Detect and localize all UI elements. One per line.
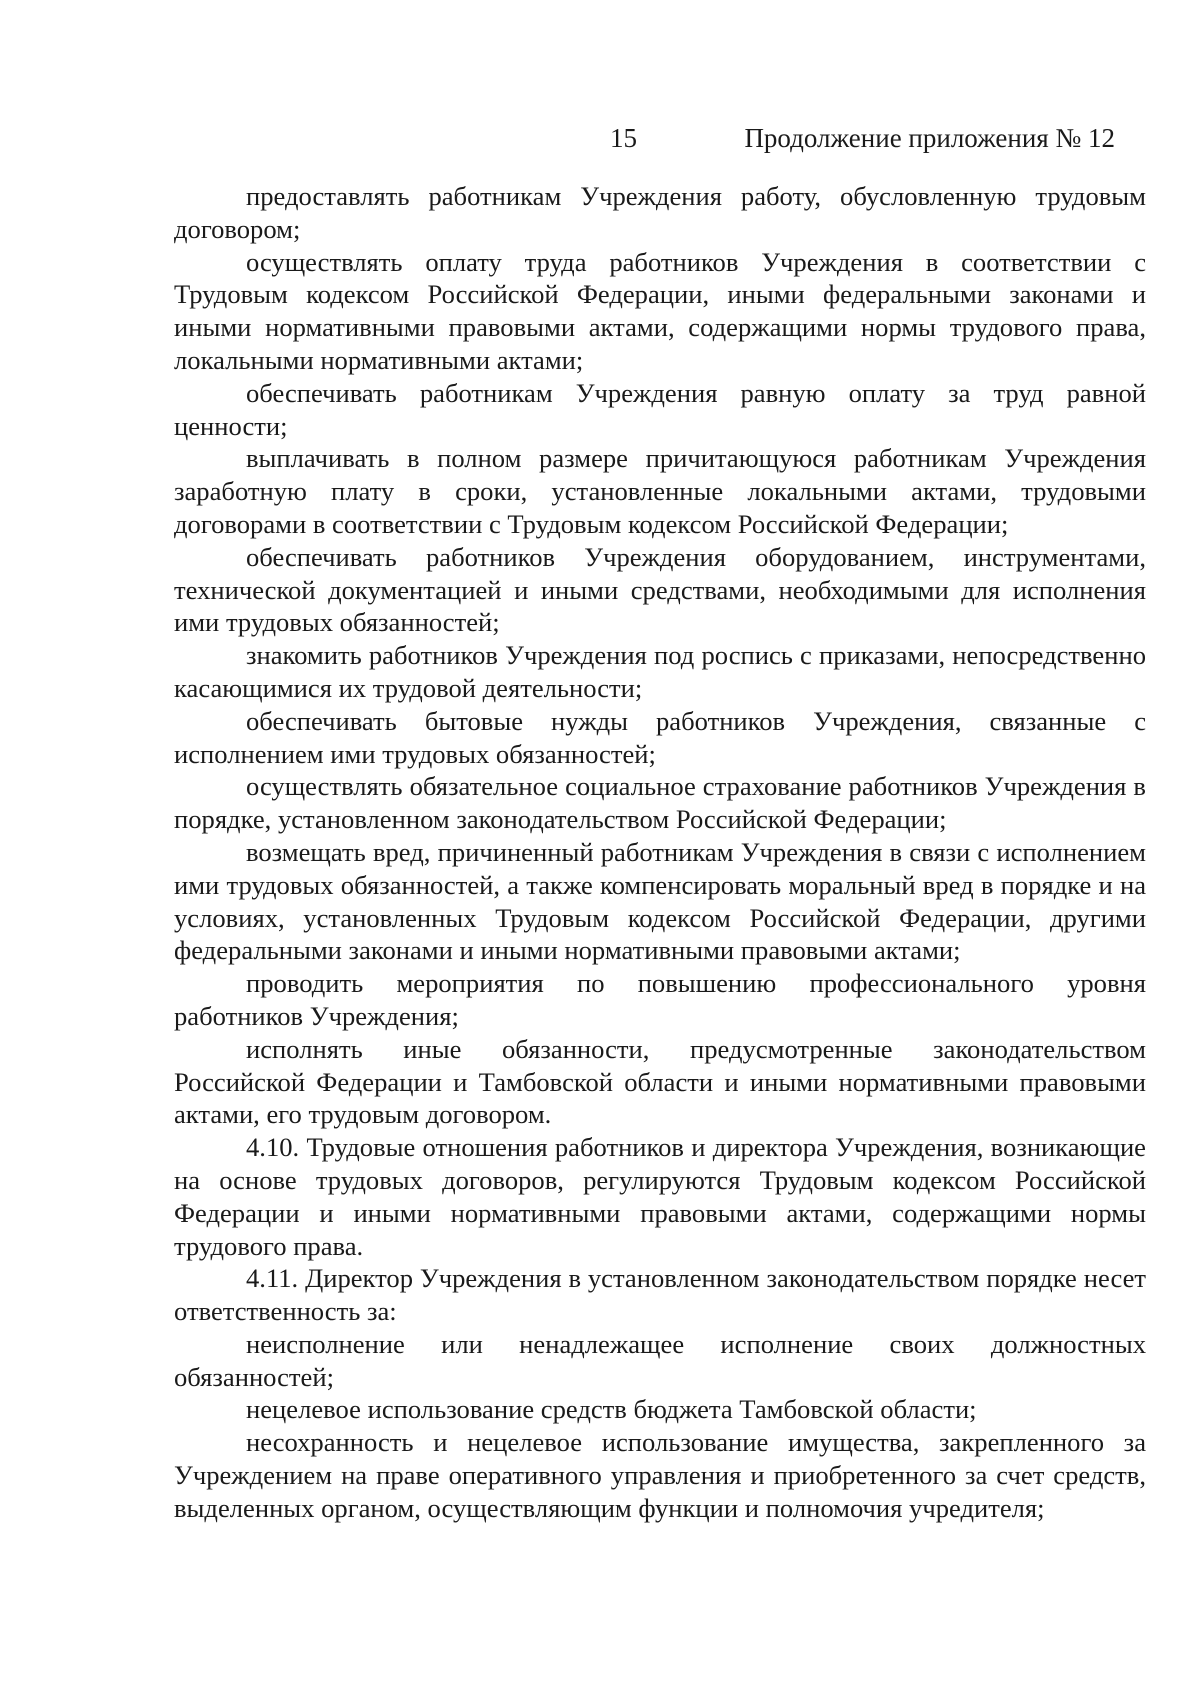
paragraph: выплачивать в полном размере причитающуюся работникам Учреждения заработную плату в сроки, установленные локальными актами, трудовыми договорами в соответствии с Трудовым кодексом Российской Федерации; [174,443,1146,539]
paragraph: обеспечивать бытовые нужды работников Учреждения, связанные с исполнением ими трудовых обязанностей; [174,705,1146,769]
paragraph: обеспечивать работникам Учреждения равную оплату за труд равной ценности; [174,377,1146,441]
page-number: 15 [610,123,637,153]
header-title: Продолжение приложения № 12 [744,123,1115,153]
paragraph: осуществлять обязательное социальное страхование работников Учреждения в порядке, установленном законодательством Российской Федерации; [174,771,1146,835]
section-4-10: 4.10. Трудовые отношения работников и директора Учреждения, возникающие на основе трудовых договоров, регулируются Трудовым кодексом Российской Федерации и иными нормативными правовыми актами, содержащими нормы трудового права. [174,1132,1146,1261]
section-4-11: 4.11. Директор Учреждения в установленном законодательством порядке несет ответственность за: [174,1263,1146,1327]
page-header [0,118,1200,158]
paragraph: возмещать вред, причиненный работникам Учреждения в связи с исполнением ими трудовых обязанностей, а также компенсировать моральный вред в порядке и на условиях, установленных Трудовым кодексом Российской Федерации, другими федеральными законами и иными нормативными правовыми актами; [174,836,1146,966]
paragraph: обеспечивать работников Учреждения оборудованием, инструментами, технической документацией и иными средствами, необходимыми для исполнения ими трудовых обязанностей; [174,541,1146,638]
paragraph: осуществлять оплату труда работников Учреждения в соответствии с Трудовым кодексом Российской Федерации, иными федеральными законами и иными нормативными правовыми актами, содержащими нормы трудового права, локальными нормативными актами; [174,246,1146,375]
paragraph: неисполнение или ненадлежащее исполнение своих должностных обязанностей; [174,1328,1146,1392]
paragraph: знакомить работников Учреждения под роспись с приказами, непосредственно касающимися их трудовой деятельности; [174,640,1146,703]
paragraph: нецелевое использование средств бюджета Тамбовской области; [246,1394,977,1425]
document-body [174,180,1146,1525]
paragraph: предоставлять работникам Учреждения работу, обусловленную трудовым договором; [174,181,1146,244]
paragraph: исполнять иные обязанности, предусмотренные законодательством Российской Федерации и Тамбовской области и иными нормативными правовыми актами, его трудовым договором. [174,1033,1146,1130]
paragraph: проводить мероприятия по повышению профессионального уровня работников Учреждения; [174,968,1146,1031]
paragraph: несохранность и нецелевое использование имущества, закрепленного за Учреждением на праве оперативного управления и приобретенного за счет средств, выделенных органом, осуществляющим функции и полномочия учредителя; [174,1427,1146,1523]
